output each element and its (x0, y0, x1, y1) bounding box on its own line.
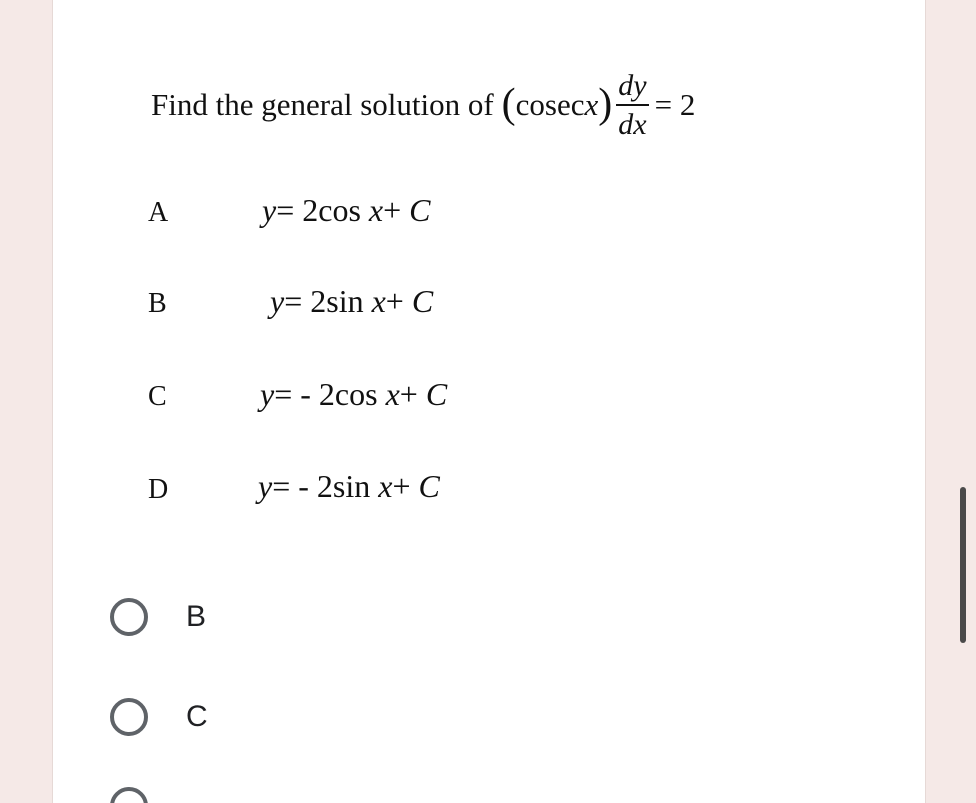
cosec-variable: x (584, 87, 599, 122)
expr-const: C (411, 283, 434, 319)
choice-next-partial[interactable] (110, 787, 148, 803)
cosec-function (516, 87, 599, 123)
option-expression-d (258, 468, 440, 505)
equals-two: = 2 (654, 87, 696, 122)
option-expression-a (262, 192, 431, 229)
question-text (151, 60, 695, 150)
fraction-denominator: dx (618, 108, 647, 141)
expr-var: x (385, 376, 400, 412)
option-letter: B (148, 288, 167, 319)
option-letter: C (148, 381, 167, 412)
expr-neg: - (298, 468, 309, 504)
choice-label[interactable]: C (186, 700, 208, 733)
paren-close: ) (598, 81, 613, 127)
expr-const: C (425, 376, 448, 412)
option-letter: A (148, 197, 169, 228)
expr-eq: = (274, 376, 293, 412)
expr-const: C (409, 192, 431, 228)
expr-coef: 2 (318, 376, 335, 412)
expr-y: y (260, 376, 275, 412)
expr-var: x (378, 468, 393, 504)
expr-eq: = (284, 283, 303, 319)
expr-plus: + (383, 192, 402, 228)
option-row-d (148, 470, 188, 510)
expr-func: cos (334, 376, 378, 412)
expr-coef: 2 (302, 192, 319, 228)
expr-coef: 2 (316, 468, 333, 504)
expr-y: y (258, 468, 273, 504)
expr-plus: + (385, 283, 404, 319)
expr-y: y (262, 192, 277, 228)
expr-func: sin (332, 468, 371, 504)
radio-circle-icon[interactable] (110, 787, 148, 803)
derivative-fraction (616, 69, 648, 141)
option-expression-b (270, 283, 433, 320)
expr-neg: - (300, 376, 311, 412)
expr-const: C (418, 468, 440, 504)
question-prompt: Find the general solution of (151, 87, 494, 122)
option-row-c (148, 377, 188, 417)
radio-circle-icon[interactable] (110, 698, 148, 736)
expr-func: cos (318, 192, 361, 228)
expr-var: x (368, 192, 384, 228)
choice-label[interactable]: B (186, 600, 207, 633)
option-letter: D (148, 474, 169, 505)
expr-coef: 2 (310, 283, 327, 319)
choice-b[interactable] (110, 592, 206, 642)
option-row-b (148, 284, 188, 324)
expr-var: x (371, 283, 386, 319)
choice-c[interactable] (110, 692, 208, 742)
fraction-numerator: dy (616, 69, 648, 106)
expr-y: y (270, 283, 285, 319)
scrollbar[interactable] (960, 487, 966, 643)
expr-func: sin (326, 283, 364, 319)
option-row-a (148, 193, 188, 233)
option-expression-c (260, 376, 447, 413)
expr-eq: = (272, 468, 291, 504)
expr-eq: = (276, 192, 295, 228)
expr-plus: + (399, 376, 418, 412)
paren-open: ( (501, 81, 516, 127)
cosec-label: cosec (515, 87, 585, 122)
radio-circle-icon[interactable] (110, 598, 148, 636)
expr-plus: + (392, 468, 411, 504)
